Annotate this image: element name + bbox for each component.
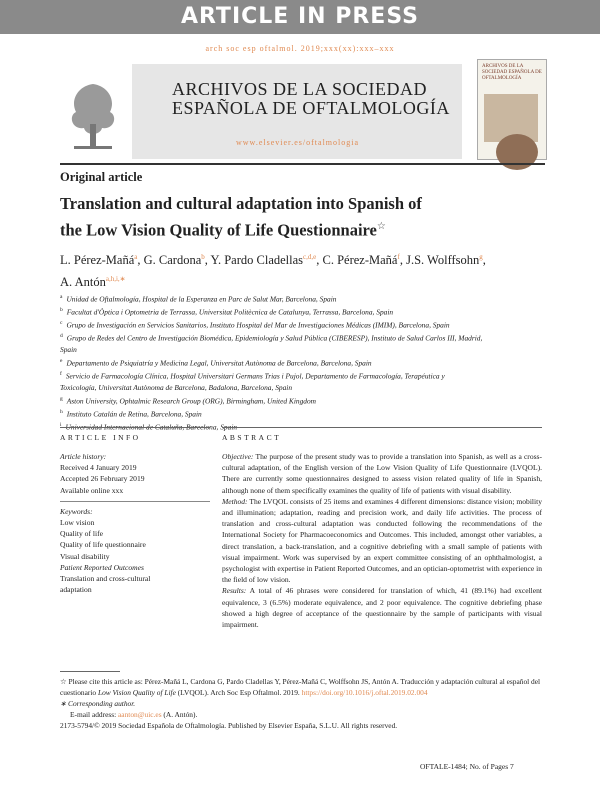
cover-image bbox=[484, 94, 538, 142]
author-name: , J.S. Wolffsohn bbox=[399, 253, 480, 268]
affiliation-text: Spain bbox=[60, 345, 77, 355]
author-name: , Y. Pardo Cladellas bbox=[204, 253, 304, 268]
affiliation-item bbox=[60, 382, 540, 394]
footnote-rule bbox=[60, 671, 120, 672]
email-link[interactable]: aanton@uic.es bbox=[118, 710, 162, 719]
article-in-press-banner: ARTICLE IN PRESS bbox=[0, 0, 600, 34]
affiliation-mark: a bbox=[60, 294, 63, 300]
affiliation-text: Toxicología, Universitat Autònoma de Barcelona, Badalona, Barcelona, Spain bbox=[60, 382, 293, 392]
journal-title-line1: ARCHIVOS DE LA SOCIEDAD bbox=[172, 79, 428, 99]
cite-post: (LVQOL). Arch Soc Esp Oftalmol. 2019. bbox=[175, 688, 302, 697]
info-top-rule bbox=[60, 427, 210, 428]
article-title bbox=[60, 192, 500, 242]
author-affiliation-mark[interactable]: c,d,e bbox=[303, 253, 317, 261]
elsevier-tree-logo-icon bbox=[60, 64, 126, 159]
affiliation-mark: f bbox=[60, 370, 62, 377]
keyword-item: Low vision bbox=[60, 518, 95, 528]
affiliation-item bbox=[60, 369, 540, 382]
author-affiliation-mark[interactable]: a,h,i,∗ bbox=[105, 275, 126, 284]
affiliation-mark: b bbox=[60, 307, 63, 314]
footnotes bbox=[60, 676, 542, 731]
method-text: The LVQOL consists of 25 items and examines 4 different dimensions: distance vision; mobility and illumination; adaptation, reading and precision work, and daily life activities. The process of translation and cross-cultural adaptation was conducted following the recommendations of the International Society for Pharmacoeconomics and Outcomes. This included, amongst other variables, a direct translation, a back-translation, and a cognitive debriefing with a small sample of patients with visual impairment. Work was supervised by an expert committee consisting of an ophthalmologist, a psychologist with expertise in Patient Reported Outcomes, and an optician-optometrist with experience in the field of low vision. bbox=[222, 496, 542, 585]
objective-text: The purpose of the present study was to provide a translation into Spanish, as well as a cross-cultural adaptation, of the English version of the Low Vision Quality of Life Questionnaire (LVQOL). There are currently some questionnaires designed to assess vision related quality of life in Spanish, although none of them specifically examines the quality of life of patients with visual disability. bbox=[222, 452, 542, 495]
affiliation-item bbox=[60, 292, 540, 305]
affiliation-item bbox=[60, 331, 540, 344]
article-info-heading: ARTICLE INFO bbox=[60, 433, 141, 442]
article-type: Original article bbox=[60, 170, 143, 184]
keywords-label: Keywords: bbox=[60, 506, 93, 516]
results-text: A total of 46 phrases were considered for translation of which, 41 (89.1%) had excellent equivalence, 3 (6.5%) moderate equivalence, and 2 poor equivalence. The cognitive debriefing phase showed a high degree of acceptance of the questionnaire by the sample of participants with visual impairment. bbox=[222, 586, 542, 630]
author-name: A. Antón bbox=[60, 275, 106, 290]
abstract-top-rule bbox=[222, 427, 542, 428]
email-line bbox=[60, 709, 542, 720]
cite-italic: Low Vision Quality of Life bbox=[97, 688, 176, 697]
title-line1: Translation and cultural adaptation into Spanish of bbox=[60, 194, 422, 213]
affiliation-text: Unidad de Oftalmología, Hospital de la Esperanza en Parc de Salut Mar, Barcelona, Spain bbox=[66, 294, 337, 304]
author-name: , C. Pérez-Mañá bbox=[316, 253, 398, 268]
abstract-heading: ABSTRACT bbox=[222, 433, 282, 442]
keyword-item: Patient Reported Outcomes bbox=[60, 562, 144, 572]
author-affiliation-mark[interactable]: f bbox=[397, 253, 400, 261]
journal-title-line2: ESPAÑOLA DE OFTALMOLOGÍA bbox=[172, 98, 450, 118]
accepted-date: Accepted 26 February 2019 bbox=[60, 474, 145, 484]
journal-url-link[interactable]: www.elsevier.es/oftalmologia bbox=[236, 138, 360, 147]
affiliation-text: Servicio de Farmacología Clínica, Hospital Universitari Germans Trias i Pujol, Departamento de Farmacología, Terapéutica y bbox=[65, 371, 445, 381]
abstract-method bbox=[222, 496, 542, 586]
affiliation-mark: d bbox=[60, 333, 63, 340]
keyword-item: Quality of life questionnaire bbox=[60, 540, 146, 550]
abstract-results bbox=[222, 585, 542, 630]
history-label: Article history: bbox=[60, 452, 107, 461]
author-affiliation-mark[interactable]: g bbox=[479, 253, 483, 261]
corresponding-author: ∗ Corresponding author. bbox=[60, 699, 136, 708]
affiliation-item bbox=[60, 344, 540, 356]
article-info bbox=[60, 451, 210, 595]
doi-link[interactable]: https://doi.org/10.1016/j.oftal.2019.02.004 bbox=[301, 688, 428, 697]
affiliation-mark: e bbox=[60, 357, 63, 364]
affiliation-text: Instituto Catalán de Retina, Barcelona, Spain bbox=[66, 409, 202, 419]
author-name: , bbox=[482, 253, 486, 268]
cite-pre: ☆ Please cite this article as: Pérez-Mañá L, Cardona G, Pardo Cladellas Y, Pérez-Mañá C, Wolffsohn JS, Antón A. Traducción y adaptación cultural al español del cuestionario bbox=[60, 677, 541, 697]
results-label: Results: bbox=[222, 586, 247, 596]
affiliation-text: Aston University, Ophtalmic Research Group (ORG), Birmingham, United Kingdom bbox=[66, 396, 317, 406]
journal-title bbox=[172, 80, 452, 118]
email-label: E-mail address: bbox=[70, 710, 119, 719]
keywords-list bbox=[60, 517, 210, 595]
cover-title: ARCHIVOS DE LA SOCIEDAD ESPAÑOLA DE OFTALMOLOGÍA bbox=[482, 64, 542, 81]
objective-label: Objective: bbox=[222, 452, 254, 461]
info-separator bbox=[60, 501, 210, 502]
method-label: Method: bbox=[222, 496, 248, 506]
journal-cover-thumbnail bbox=[477, 59, 547, 160]
abstract-objective bbox=[222, 451, 542, 496]
affiliation-mark: c bbox=[60, 320, 63, 327]
affiliation-text: Grupo de Investigación en Servicios Sanitarios, Instituto Hospital del Mar de Investigaciones Médicas (IMIM), Barcelona, Spain bbox=[66, 320, 450, 330]
authors-line1 bbox=[60, 248, 540, 270]
affiliation-mark: i bbox=[60, 421, 62, 428]
author-name: , G. Cardona bbox=[137, 253, 202, 268]
affiliation-item bbox=[60, 394, 540, 407]
affiliation-mark: h bbox=[60, 408, 63, 415]
affiliation-text: Grupo de Redes del Centro de Investigación Biomédica, Epidemiología y Salud Pública (CIBERESP), Instituto de Salud Carlos III, Madrid, bbox=[66, 333, 483, 343]
received-date: Received 4 January 2019 bbox=[60, 463, 137, 473]
author-name: L. Pérez-Mañá bbox=[60, 253, 135, 268]
online-date: Available online xxx bbox=[60, 485, 124, 495]
author-list bbox=[60, 248, 540, 292]
citation-footnote bbox=[60, 676, 542, 698]
affiliations bbox=[60, 292, 540, 433]
authors-line2 bbox=[60, 270, 540, 292]
keyword-item: Visual disability bbox=[60, 551, 110, 561]
affiliation-text: Facultat d'Òptica i Optometria de Terrassa, Universitat Politècnica de Catalunya, Terrassa, Barcelona, Spain bbox=[66, 307, 394, 317]
affiliation-item bbox=[60, 356, 540, 369]
keyword-item: Translation and cross-cultural bbox=[60, 574, 151, 584]
title-footnote-mark[interactable]: ☆ bbox=[376, 221, 386, 232]
footer-reference: OFTALE-1484; No. of Pages 7 bbox=[420, 762, 514, 771]
affiliation-text: Departamento de Psiquiatría y Medicina Legal, Universitat Autònoma de Barcelona, Barcelona, Spain bbox=[66, 358, 372, 368]
keyword-item: Quality of life bbox=[60, 529, 104, 539]
running-citation: arch soc esp oftalmol. 2019;xxx(xx):xxx–xxx bbox=[205, 44, 395, 53]
copyright: 2173-5794/© 2019 Sociedad Española de Oftalmología. Published by Elsevier España, S.L.U. All rights reserved. bbox=[60, 721, 398, 730]
affiliation-item bbox=[60, 318, 540, 331]
affiliation-item bbox=[60, 407, 540, 420]
email-post: (A. Antón). bbox=[161, 710, 198, 719]
author-affiliation-mark[interactable]: a bbox=[134, 253, 138, 261]
affiliation-mark: g bbox=[60, 395, 63, 402]
title-line2 bbox=[60, 215, 500, 242]
keyword-item: adaptation bbox=[60, 585, 92, 595]
abstract-body bbox=[222, 451, 542, 630]
title-line2-text: the Low Vision Quality of Life Questionnaire bbox=[60, 220, 377, 240]
author-affiliation-mark[interactable]: b bbox=[201, 253, 205, 261]
affiliation-item bbox=[60, 305, 540, 318]
header-divider bbox=[60, 163, 545, 165]
